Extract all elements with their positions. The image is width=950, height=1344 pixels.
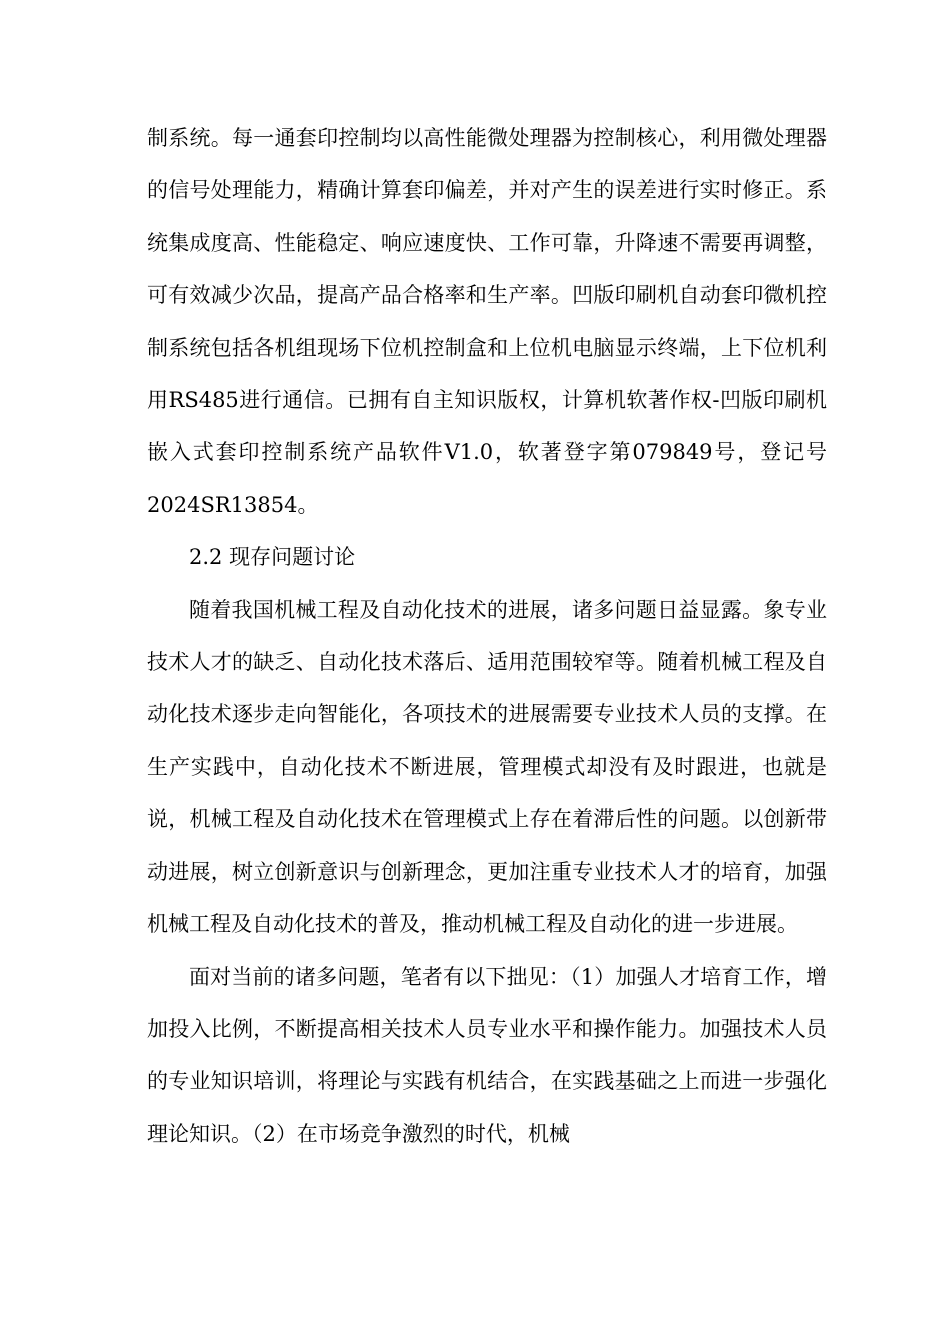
paragraph-continuation: 制系统。每一通套印控制均以高性能微处理器为控制核心，利用微处理器的信号处理能力，精确计算套印偏差，并对产生的误差进行实时修正。系统集成度高、性能稳定、响应速度快、工作可靠，升降速不需要再调整，可有效减少次品，提高产品合格率和生产率。凹版印刷机自动套印微机控制系统包括各机组现场下位机控制盒和上位机电脑显示终端，上下位机利用RS485进行通信。已拥有自主知识版权，计算机软著作权-凹版印刷机嵌入式套印控制系统产品软件V1.0，软著登字第079849号，登记号2024SR13854。	[147, 126, 827, 517]
document-body	[147, 112, 827, 1160]
paragraph-suggestions: 面对当前的诸多问题，笔者有以下拙见：（1）加强人才培育工作，增加投入比例，不断提高相关技术人员专业水平和操作能力。加强技术人员的专业知识培训，将理论与实践有机结合，在实践基础之上而进一步强化理论知识。（2）在市场竞争激烈的时代，机械	[147, 964, 827, 1146]
section-heading: 2.2 现存问题讨论	[189, 545, 356, 570]
paragraph-problems: 随着我国机械工程及自动化技术的进展，诸多问题日益显露。象专业技术人才的缺乏、自动化技术落后、适用范围较窄等。随着机械工程及自动化技术逐步走向智能化，各项技术的进展需要专业技术人员的支撑。在生产实践中，自动化技术不断进展，管理模式却没有及时跟进，也就是说，机械工程及自动化技术在管理模式上存在着滞后性的问题。以创新带动进展，树立创新意识与创新理念，更加注重专业技术人才的培育，加强机械工程及自动化技术的普及，推动机械工程及自动化的进一步进展。	[147, 597, 827, 937]
